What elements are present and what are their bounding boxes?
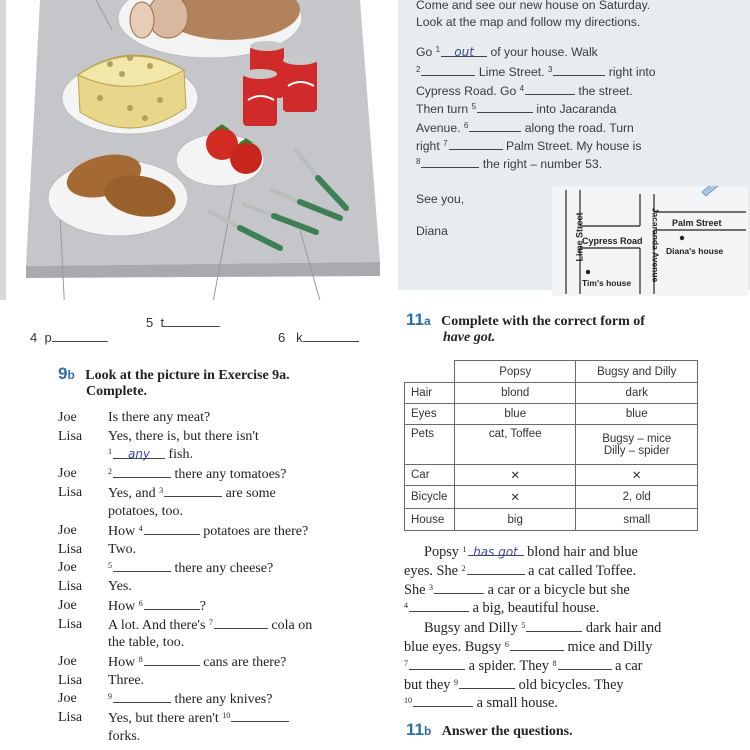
- map-label-cypress-road: Cypress Road: [582, 236, 643, 246]
- speaker-5: Joe: [58, 523, 77, 538]
- answer-1: out: [454, 45, 474, 59]
- letter-closing: See you,: [416, 192, 465, 206]
- ex9b-heading: [58, 364, 290, 384]
- picture-label-5: 5 t: [146, 315, 220, 330]
- tims-house-marker: [586, 270, 590, 274]
- direction-line-1: Go $^1$ out of your house. Walk: [416, 45, 598, 59]
- ex11b-title: Answer the questions.: [441, 724, 573, 739]
- dialogue-line-10: A lot. And there's $^7$ cola on: [108, 618, 313, 633]
- ex9b-sub: b: [67, 368, 75, 382]
- table-row: [405, 404, 698, 425]
- ex9b-title-line-1: Look at the picture in Exercise 9a.: [85, 368, 290, 383]
- speaker-14: Lisa: [58, 710, 83, 725]
- row-label: Bicycle: [405, 486, 455, 509]
- cell-popsy: blond: [454, 383, 576, 404]
- speaker-13: Joe: [58, 691, 77, 706]
- letter-signature: Diana: [416, 224, 448, 238]
- cell-bugsy-line-1: Bugsy – mice: [602, 432, 672, 445]
- picture-label-6: 6 k: [278, 330, 359, 345]
- map-label-tims-house: Tim's house: [582, 278, 632, 288]
- cell-bugsy: blue: [576, 404, 698, 425]
- map-label-palm-street: Palm Street: [672, 218, 722, 228]
- table-header-popsy: Popsy: [454, 361, 576, 383]
- ex11a-heading: [406, 310, 645, 330]
- paragraph-line-6: blue eyes. Bugsy $^6$ mice and Dilly: [404, 639, 653, 655]
- dialogue-line-5: How $^4$ potatoes are there?: [108, 524, 309, 539]
- speaker-7: Joe: [58, 560, 77, 575]
- table-corner-cell: [405, 361, 455, 383]
- paragraph-line-2: eyes. She $^2$ a cat called Toffee.: [404, 563, 637, 579]
- table-header-row: [405, 361, 698, 383]
- table-row: [405, 465, 698, 486]
- direction-line-4: Then turn $^5$ into Jacaranda: [416, 102, 617, 116]
- table-row: [405, 486, 698, 509]
- direction-line-2: $^2$ Lime Street. $^3$ right into: [416, 65, 656, 79]
- dialogue-line-4b: potatoes, too.: [108, 504, 184, 519]
- dialogue-line-3: $^2$ there any tomatoes?: [108, 467, 287, 482]
- dialogue-line-9: How $^6$ ?: [108, 599, 206, 614]
- dialogue-line-7: $^5$ there any cheese?: [108, 561, 274, 576]
- row-label: Pets: [405, 425, 455, 465]
- dialogue-line-10b: the table, too.: [108, 635, 185, 650]
- paragraph-line-7: $^7$ a spider. They $^8$ a car: [404, 658, 643, 674]
- paragraph-line-1: Popsy $^1$ has got blond hair and blue: [424, 544, 638, 560]
- food-table-illustration: [0, 0, 392, 300]
- speaker-1: Joe: [58, 410, 77, 425]
- ex11a-number: 11: [406, 310, 424, 329]
- cell-popsy-cross-icon: ✕: [454, 486, 576, 509]
- direction-line-7: $^8$ the right – number 53.: [416, 157, 603, 171]
- paragraph-line-5: Bugsy and Dilly $^5$ dark hair and: [424, 620, 662, 636]
- ex9b-number: 9: [58, 364, 68, 383]
- table-row: [405, 425, 698, 465]
- dialogue-line-2: Yes, there is, but there isn't: [108, 429, 259, 444]
- direction-line-6: right $^7$ Palm Street. My house is: [416, 139, 642, 153]
- row-label: Hair: [405, 383, 455, 404]
- cell-bugsy: [576, 425, 698, 465]
- cell-bugsy-line-2: Dilly – spider: [603, 444, 670, 457]
- speaker-9: Joe: [58, 598, 77, 613]
- cell-bugsy-cross-icon: ✕: [576, 465, 698, 486]
- dialogue-line-8: Yes.: [108, 579, 132, 594]
- cell-popsy: cat, Toffee: [454, 425, 576, 465]
- picture-label-4: 4 p: [30, 330, 108, 345]
- speaker-10: Lisa: [58, 617, 83, 632]
- row-label: Eyes: [405, 404, 455, 425]
- speaker-4: Lisa: [58, 485, 83, 500]
- speaker-8: Lisa: [58, 579, 83, 594]
- speaker-3: Joe: [58, 466, 77, 481]
- speaker-2: Lisa: [58, 429, 83, 444]
- row-label: House: [405, 509, 455, 531]
- speaker-12: Lisa: [58, 673, 83, 688]
- ex11b-heading: [406, 720, 573, 740]
- ex11a-title-line-2: have got.: [443, 330, 496, 345]
- ex11b-number: 11: [406, 720, 424, 739]
- dialogue-line-6: Two.: [108, 542, 137, 557]
- dianas-house-marker: [680, 236, 684, 240]
- cell-bugsy: small: [576, 509, 698, 531]
- comparison-table: [404, 360, 698, 531]
- cell-popsy: big: [454, 509, 576, 531]
- table-row: [405, 383, 698, 404]
- dialogue-line-14b: forks.: [108, 729, 141, 744]
- cell-popsy-cross-icon: ✕: [454, 465, 576, 486]
- dialogue-line-11: How $^8$ cans are there?: [108, 655, 287, 670]
- answer-has-got: has got: [473, 545, 518, 559]
- paragraph-line-9: $^{10}$ a small house.: [404, 695, 558, 711]
- paragraph-line-3: She $^3$ a car or a bicycle but she: [404, 582, 630, 598]
- dialogue-line-12: Three.: [108, 673, 145, 688]
- direction-line-3: Cypress Road. Go $^4$ the street.: [416, 84, 633, 98]
- ex11b-sub: b: [423, 724, 432, 738]
- dialogue-line-14: Yes, but there aren't $^{10}$: [108, 710, 289, 727]
- map-label-lime-street: Lime Street: [574, 212, 585, 262]
- table-row: [405, 509, 698, 531]
- direction-line-5: Avenue. $^6$ along the road. Turn: [416, 121, 634, 135]
- map-label-jacaranda-avenue: Jacaranda Avenue: [650, 207, 661, 283]
- cell-bugsy: dark: [576, 383, 698, 404]
- answer-any: any: [127, 447, 151, 461]
- dialogue-line-1: Is there any meat?: [108, 410, 211, 425]
- row-label: Car: [405, 465, 455, 486]
- paragraph-line-8: but they $^9$ old bicycles. They: [404, 677, 624, 693]
- cell-popsy: blue: [454, 404, 576, 425]
- map-label-dianas-house: Diana's house: [666, 246, 724, 256]
- ex11a-sub: a: [423, 314, 431, 328]
- dialogue-line-4: Yes, and $^3$ are some: [108, 486, 276, 501]
- ex11a-title-line-1: Complete with the correct form of: [441, 314, 645, 329]
- table-header-bugsy-dilly: Bugsy and Dilly: [576, 361, 698, 383]
- cell-bugsy: 2, old: [576, 486, 698, 509]
- paragraph-line-4: $^4$ a big, beautiful house.: [404, 600, 600, 616]
- speaker-6: Lisa: [58, 542, 83, 557]
- dialogue-line-13: $^9$ there any knives?: [108, 692, 273, 707]
- letter-intro-line-1: Come and see our new house on Saturday.: [416, 0, 651, 12]
- letter-intro-line-2: Look at the map and follow my directions.: [416, 15, 641, 29]
- speaker-11: Joe: [58, 654, 77, 669]
- dialogue-line-2b: $^1$ any fish.: [108, 447, 193, 462]
- ex9b-title-line-2: Complete.: [86, 384, 148, 399]
